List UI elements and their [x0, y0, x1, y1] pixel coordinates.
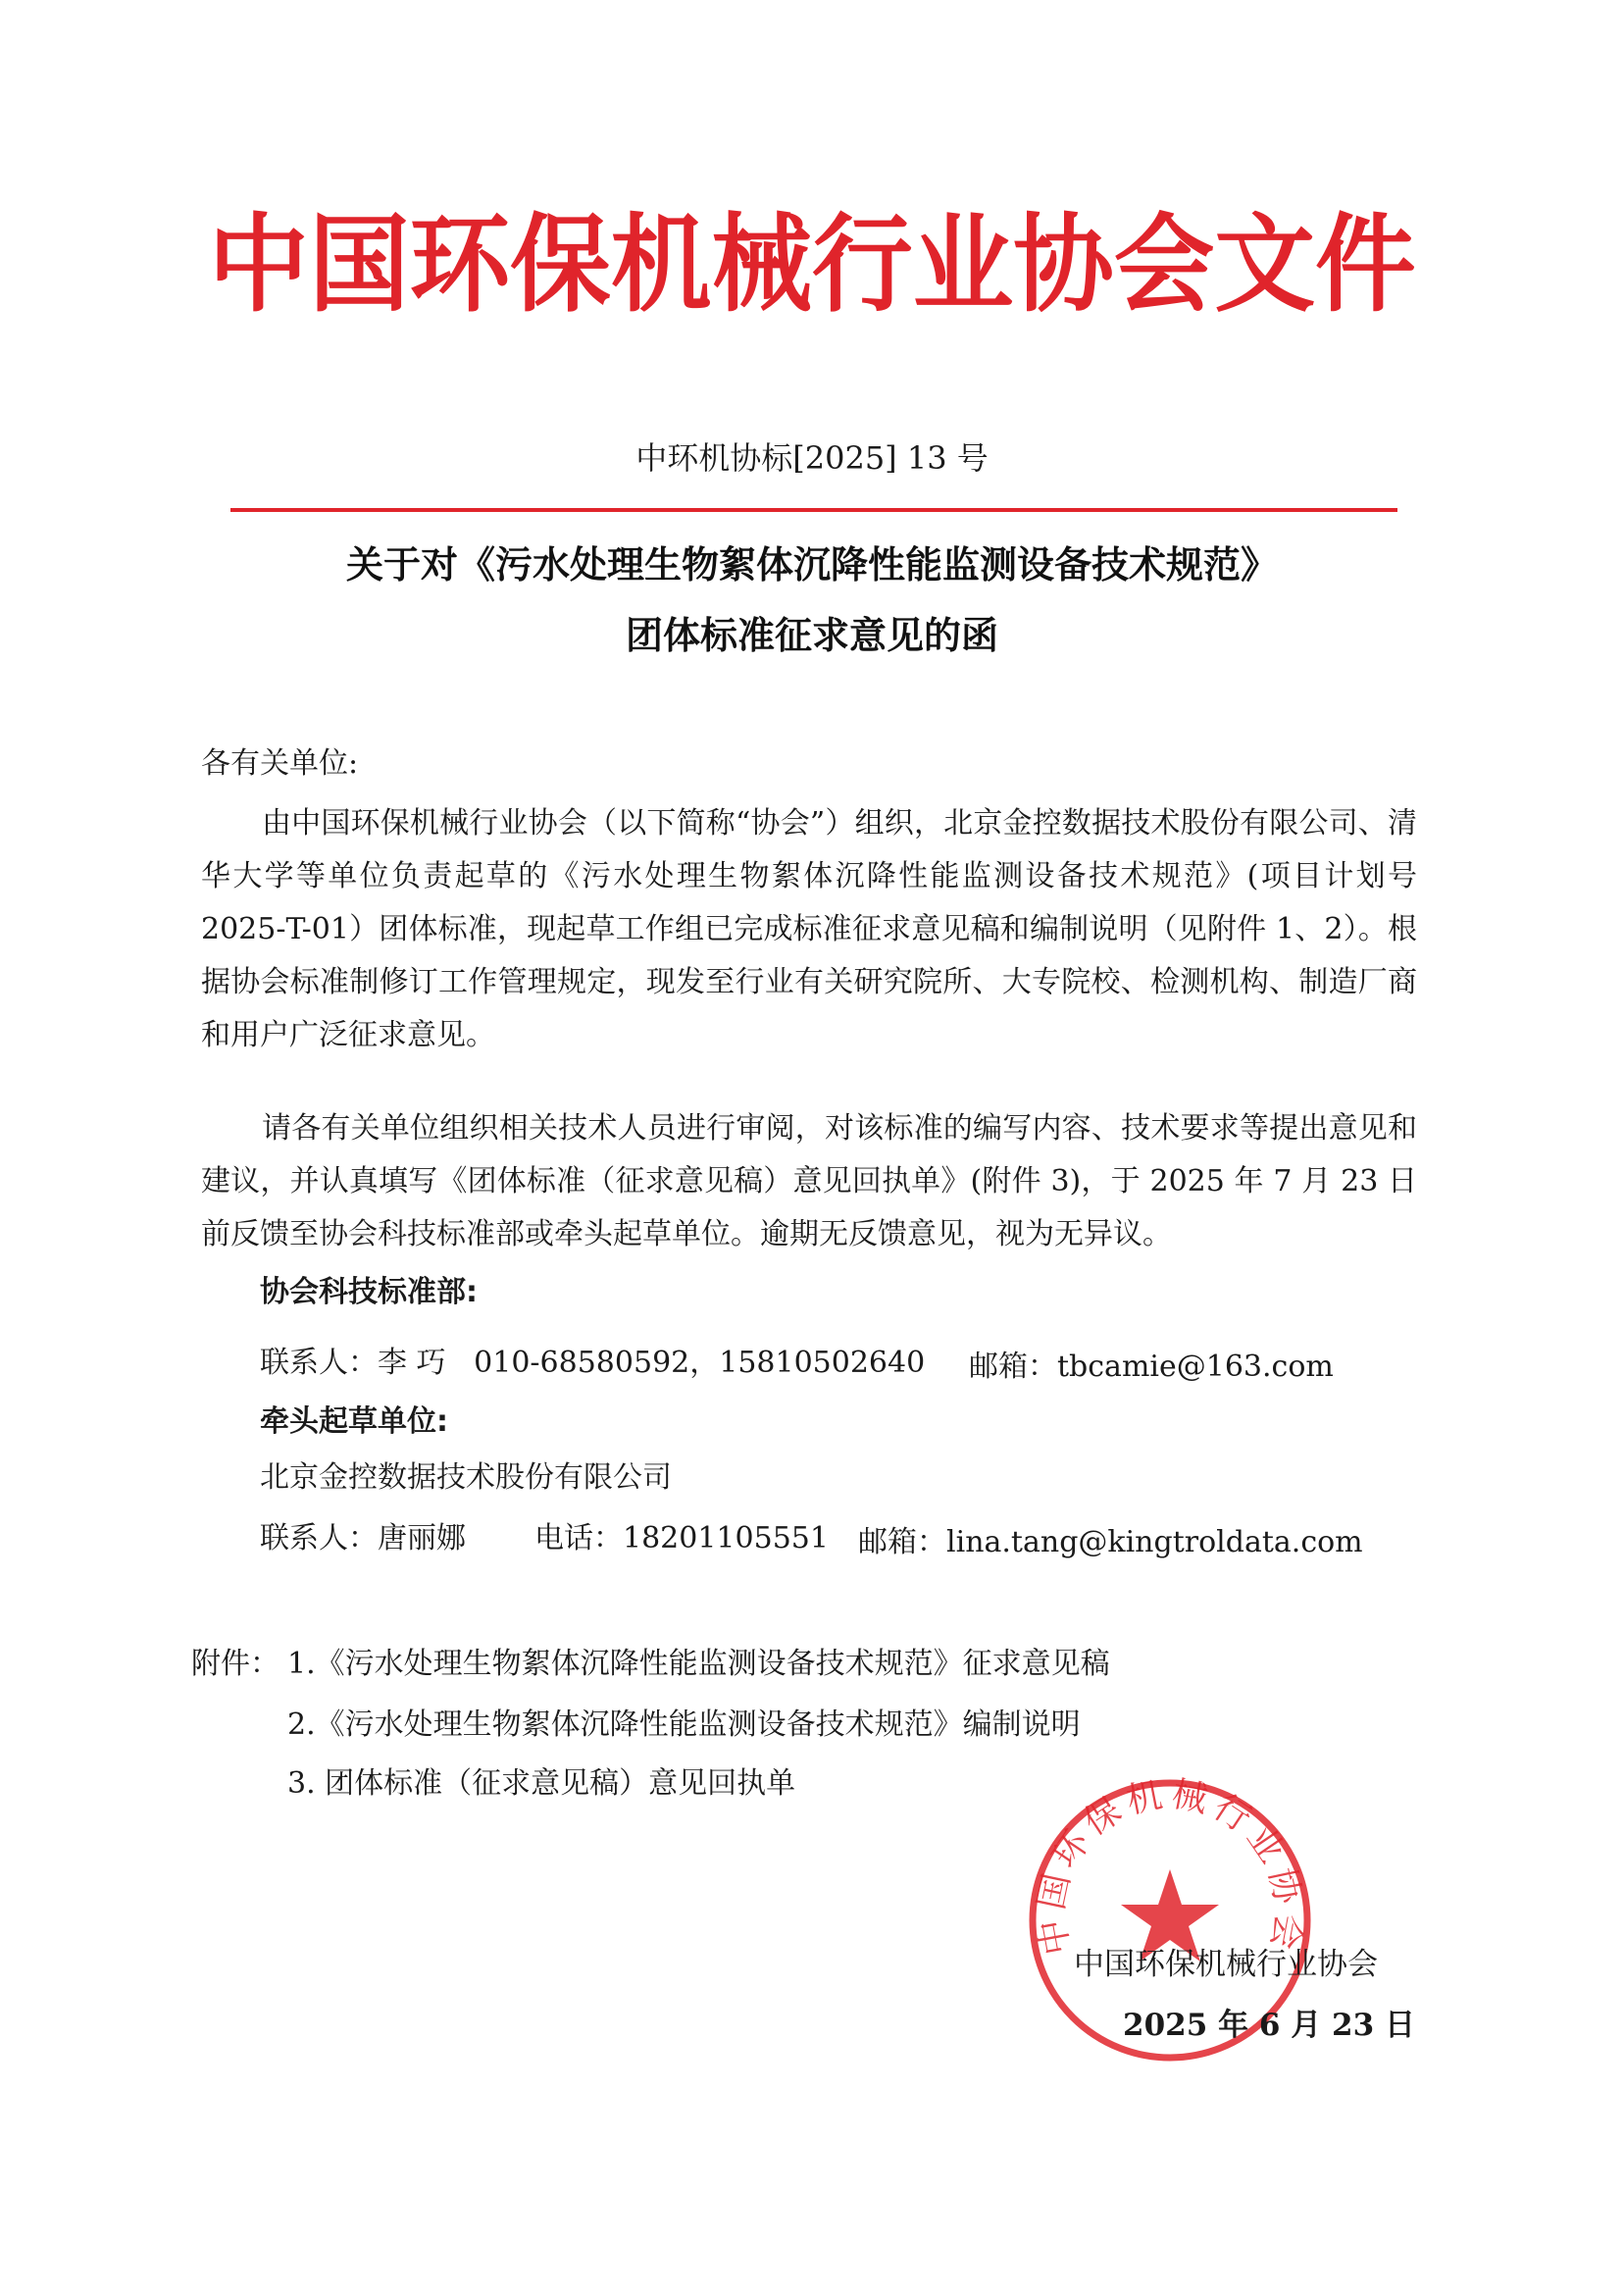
header-divider	[230, 508, 1397, 512]
document-number: 中环机协标[2025] 13 号	[635, 439, 989, 477]
attachment-item-3: 3. 团体标准（征求意见稿）意见回执单	[287, 1766, 796, 1801]
signature-organization: 中国环保机械行业协会	[1074, 1947, 1378, 1982]
dept-heading: 协会科技标准部:	[260, 1275, 478, 1309]
attachments-label: 附件：	[191, 1647, 279, 1681]
lead-contact: 联系人：唐丽娜	[260, 1521, 466, 1555]
attachment-item-1: 1.《污水处理生物絮体沉降性能监测设备技术规范》征求意见稿	[287, 1647, 1110, 1681]
body-paragraph-1: 由中国环保机械行业协会（以下简称“协会”）组织，北京金控数据技术股份有限公司、清华大学等单位负责起草的《污水处理生物絮体沉降性能监测设备技术规范》(项目计划号 2025-T-01）团体标准，现起草工作组已完成标准征求意见稿和编制说明（见附件 1、2）。根据协会标准制修订工作管理规定，现发至行业有关研究院所、大专院校、检测机构、制造厂商和用户广泛征求意见。	[201, 806, 1417, 1052]
document-header-title: 中国环保机械行业协会文件	[208, 203, 1416, 327]
dept-contact: 联系人：李 巧 010-68580592，15810502640	[260, 1346, 926, 1380]
body-paragraph-2: 请各有关单位组织相关技术人员进行审阅，对该标准的编写内容、技术要求等提出意见和建议，并认真填写《团体标准（征求意见稿）意见回执单》(附件 3)，于 2025 年 7 月 23 日前反馈至协会科技标准部或牵头起草单位。逾期无反馈意见，视为无异议。	[201, 1111, 1417, 1251]
lead-company: 北京金控数据技术股份有限公司	[260, 1460, 672, 1495]
signature-date: 2025 年 6 月 23 日	[1123, 2008, 1415, 2043]
lead-email: 邮箱：lina.tang@kingtroldata.com	[858, 1525, 1363, 1559]
subject-line-2: 团体标准征求意见的函	[625, 614, 998, 657]
attachment-item-2: 2.《污水处理生物絮体沉降性能监测设备技术规范》编制说明	[287, 1708, 1081, 1742]
lead-heading: 牵头起草单位:	[260, 1404, 448, 1439]
subject-line-1: 关于对《污水处理生物絮体沉降性能监测设备技术规范》	[345, 543, 1278, 586]
seal-text: 中国环保机械行业协会	[1031, 1774, 1309, 1959]
lead-phone: 电话：18201105551	[534, 1521, 829, 1555]
salutation: 各有关单位:	[201, 746, 359, 781]
dept-email: 邮箱：tbcamie@163.com	[969, 1350, 1334, 1384]
